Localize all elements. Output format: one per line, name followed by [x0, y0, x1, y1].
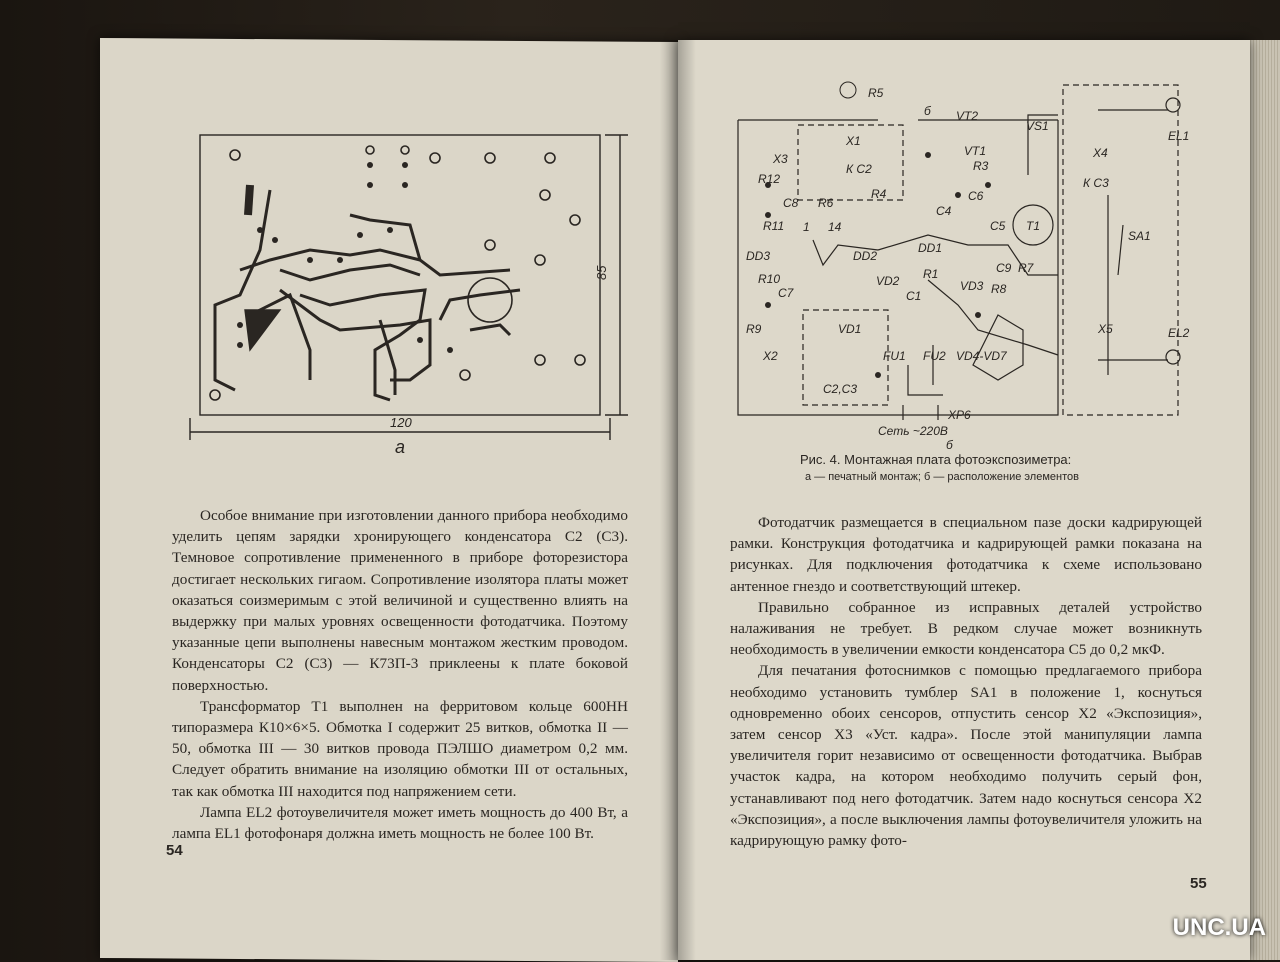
label-dd1: DD1: [918, 241, 943, 255]
label-el1: EL1: [1168, 129, 1190, 143]
label-mains: Сеть ~220В: [878, 424, 948, 438]
label-pin-1: 1: [803, 220, 810, 234]
label-r1: R1: [923, 267, 939, 281]
label-b-1: б: [924, 104, 931, 118]
label-figure-b: б: [946, 438, 953, 452]
label-vd2: VD2: [876, 274, 900, 288]
label-c6: C6: [968, 189, 984, 203]
label-c1: C1: [906, 289, 922, 303]
right-paragraph-1: Фотодатчик размещается в специальном пазе доски кадрирующей рамки. Конструкция фотодатчика и кадрирующей рамки показана на рисунках. Для подключения фотодатчика к схеме использовано антенное гнездо и соответствующий штекер.: [730, 514, 1202, 595]
label-vt1: VT1: [964, 144, 987, 158]
figure-caption-title: Рис. 4. Монтажная плата фотоэкспозиметра:: [800, 452, 1072, 467]
label-x1: X1: [846, 134, 861, 148]
label-kc2: К С2: [846, 162, 872, 176]
label-x5: X5: [1098, 322, 1113, 336]
label-vd4-vd7: VD4-VD7: [956, 349, 1007, 363]
figure-a-pcb: [180, 120, 640, 465]
page-edges: [1248, 40, 1280, 960]
figure-a-label: а: [395, 437, 406, 457]
label-r12: R12: [758, 172, 781, 186]
left-paragraph-3: Лампа EL2 фотоувеличителя может иметь мощность до 400 Вт, а лампа EL1 фотофонаря должна иметь мощность не более 100 Вт.: [172, 803, 628, 843]
label-c5: C5: [990, 219, 1006, 233]
label-r5: R5: [868, 86, 884, 100]
label-vs1: VS1: [1026, 119, 1049, 133]
book-gutter: [660, 40, 696, 960]
left-paragraph-2: Трансформатор Т1 выполнен на ферритовом кольце 600НН типоразмера К10×6×5. Обмотка I содержит 25 витков, обмотка II — 50, обмотка III — 30 витков провода ПЭЛШО диаметром 0,2 мм. Следует обратить внимание на изоляцию обмотки III от остальных, так как обмотка III находится под напряжением сети.: [172, 697, 628, 800]
label-r6: R6: [818, 196, 834, 210]
label-pin-14: 14: [828, 220, 842, 234]
left-page-text: [172, 505, 628, 844]
pcb-outline: [200, 135, 600, 415]
label-c4: C4: [936, 204, 952, 218]
watermark-logo: UNC.UA: [1172, 914, 1266, 941]
label-kc3: К С3: [1083, 176, 1109, 190]
label-r8: R8: [991, 282, 1007, 296]
label-c2c3: C2,C3: [823, 382, 858, 396]
label-vt2: VT2: [956, 109, 979, 123]
figure-b-layout: [728, 75, 1198, 455]
label-dd2: DD2: [853, 249, 878, 263]
label-x2: X2: [763, 349, 778, 363]
label-r11: R11: [763, 219, 785, 233]
label-xp6: XP6: [948, 408, 971, 422]
label-dd3: DD3: [746, 249, 771, 263]
right-paragraph-3: Для печатания фотоснимков с помощью предлагаемого прибора необходимо установить тумблер SA1 в положение 1, коснуться одновременно обоих сенсоров, отпустить сенсор Х2 «Экспозиция», затем сенсор Х3 «Уст. кадра». После этой манипуляции лампа увеличителя горит независимо от освещенности фотодатчика. Выбрав участок кадра, на котором необходимо получить серый фон, устанавливают под него фотодатчик. Затем надо коснуться сенсора Х2 «Экспозиция», а после выключения лампы фотоувеличителя уложить на кадрирующую рамку фото-: [730, 662, 1202, 850]
right-page-number: 55: [1190, 875, 1207, 892]
label-r3: R3: [973, 159, 989, 173]
dim-width: 120: [390, 415, 412, 430]
label-r7: R7: [1018, 261, 1034, 275]
label-vd1: VD1: [838, 322, 862, 336]
label-t1: T1: [1026, 219, 1041, 233]
label-x3: X3: [773, 152, 788, 166]
label-vd3: VD3: [960, 279, 984, 293]
label-c8: C8: [783, 196, 799, 210]
label-el2: EL2: [1168, 326, 1190, 340]
right-paragraph-2: Правильно собранное из исправных деталей устройство налаживания не требует. В редком случае может возникнуть необходимость в увеличении емкости конденсатора С5 до 0,2 мкФ.: [730, 598, 1202, 659]
label-r4: R4: [871, 187, 887, 201]
label-fu2: FU2: [923, 349, 946, 363]
label-sa1: SA1: [1128, 229, 1151, 243]
label-r9: R9: [746, 322, 762, 336]
left-page-number: 54: [166, 842, 183, 859]
right-page-text: [730, 512, 1202, 851]
figure-caption-sub: а — печатный монтаж; б — расположение элементов: [805, 471, 1079, 483]
label-r10: R10: [758, 272, 781, 286]
label-c9: C9: [996, 261, 1012, 275]
dim-height: 85: [594, 265, 609, 280]
label-x4: X4: [1093, 146, 1108, 160]
left-paragraph-1: Особое внимание при изготовлении данного прибора необходимо уделить цепям зарядки хронирующего конденсатора С2 (С3). Темновое сопротивление примененного в приборе фоторезистора достигает нескольких гигаом. Сопротивление изолятора платы может оказаться соизмеримым с этой величиной и существенно влиять на выдержку при малых уровнях освещенности фотодатчика. Поэтому указанные цепи выполнены навесным монтажом жестким проводом. Конденсаторы С2 (С3) — К73П-3 приклеены к плате боковой поверхностью.: [172, 507, 628, 694]
label-c7: C7: [778, 286, 794, 300]
label-fu1: FU1: [883, 349, 906, 363]
